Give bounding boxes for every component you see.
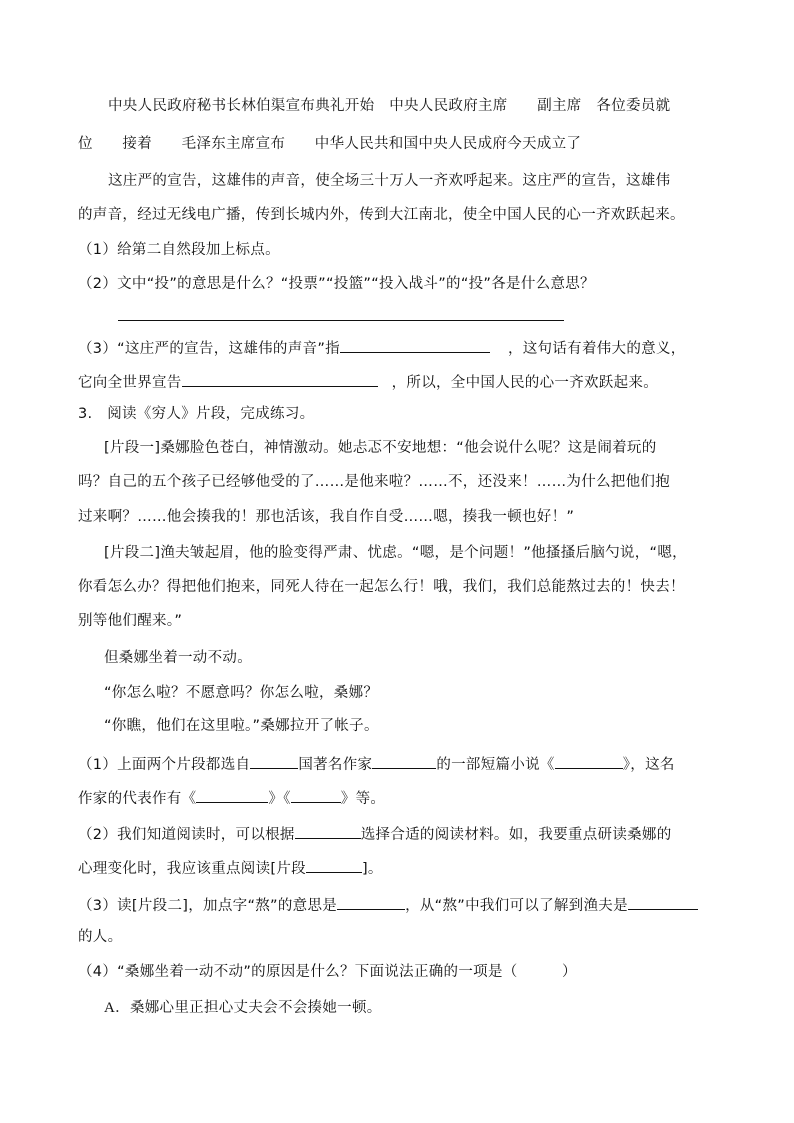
- fill-blank[interactable]: [295, 822, 361, 839]
- question-1: （1）给第二自然段加上标点。: [78, 242, 280, 258]
- question-text: 它向全世界宣告: [78, 375, 182, 391]
- passage-line: “你怎么啦？不愿意吗？你怎么啦，桑娜？: [104, 685, 379, 701]
- question-s3-2-cont: [78, 856, 383, 879]
- question-text: 的一部短篇小说《: [436, 757, 555, 773]
- passage-line: 这庄严的宣告，这雄伟的声音，使全场三十万人一齐欢呼起来。这庄严的宣告，这雄伟: [108, 173, 671, 189]
- passage-line: 位 接着 毛泽东主席宣布 中华人民共和国中央人民成府今天成立了: [78, 136, 582, 152]
- passage-line: “你瞧，他们在这里啦。”桑娜拉开了帐子。: [104, 718, 379, 734]
- question-text: （3）“这庄严的宣告，这雄伟的声音”指: [78, 341, 340, 357]
- passage-line: 中央人民政府秘书长林伯渠宣布典礼开始 中央人民政府主席 副主席 各位委员就: [108, 98, 671, 114]
- fill-blank[interactable]: [555, 752, 623, 769]
- question-text: 》《: [268, 791, 291, 807]
- question-text: ，从“熬”中我们可以了解到渔夫是: [405, 898, 628, 914]
- fragment-line: [片段一]桑娜脸色苍白，神情激动。她忐忑不安地想：“他会说什么呢？这是闹着玩的: [104, 440, 657, 456]
- question-text: ]。: [361, 861, 383, 877]
- question-s3-1: [78, 752, 675, 775]
- question-text: （2）我们知道阅读时，可以根据: [78, 827, 295, 843]
- fragment-line: 过来啊？……他会揍我的！那也活该，我自作自受……嗯，揍我一顿也好！”: [78, 509, 575, 525]
- question-3-cont: [78, 370, 658, 393]
- fill-blank[interactable]: [291, 786, 341, 803]
- answer-line[interactable]: [118, 320, 564, 321]
- fill-blank[interactable]: [196, 786, 268, 803]
- question-text: 》，这名: [622, 757, 675, 773]
- option-text: ．桑娜心里正担心丈夫会不会揍她一顿。: [115, 1000, 382, 1016]
- question-text: （1）上面两个片段都选自: [78, 757, 251, 773]
- question-s3-3: [78, 893, 698, 916]
- fill-blank[interactable]: [306, 856, 362, 873]
- question-text: ，所以，全中国人民的心一齐欢跃起来。: [391, 375, 659, 391]
- question-s3-4: （4）“桑娜坐着一动不动”的原因是什么？下面说法正确的一项是（ ）: [78, 964, 577, 980]
- option-letter: A: [104, 1000, 116, 1016]
- question-text: ，这句话有着伟大的意义，: [507, 341, 686, 357]
- question-3: [78, 336, 686, 359]
- question-2: （2）文中“投”的意思是什么？“投票”“投篮”“投入战斗”的“投”各是什么意思？: [78, 276, 595, 292]
- fragment-line: 吗？自己的五个孩子已经够他受的了……是他来啦？……不，还没来！……为什么把他们抱: [78, 474, 670, 490]
- section-heading: 3. 阅读《穷人》片段，完成练习。: [78, 406, 315, 422]
- fill-blank[interactable]: [372, 752, 436, 769]
- fragment-line: 你看怎么办？得把他们抱来，同死人待在一起怎么行！哦，我们，我们总能熬过去的！快去！: [78, 579, 685, 595]
- fill-blank[interactable]: [250, 752, 298, 769]
- question-s3-3-cont: 的人。: [78, 929, 123, 945]
- passage-line: 但桑娜坐着一动不动。: [104, 650, 252, 666]
- question-text: 作家的代表作有《: [78, 791, 197, 807]
- option-a[interactable]: [104, 998, 382, 1018]
- fill-blank[interactable]: [340, 336, 490, 353]
- fragment-line: 别等他们醒来。”: [78, 613, 183, 629]
- fill-blank[interactable]: [337, 893, 405, 910]
- question-text: （3）读[片段二]，加点字“熬”的意思是: [78, 898, 338, 914]
- question-text: 选择合适的阅读材料。如，我要重点研读桑娜的: [360, 827, 672, 843]
- question-text: 心理变化时，我应该重点阅读[片段: [78, 861, 306, 877]
- fill-blank[interactable]: [628, 893, 698, 910]
- question-s3-2: [78, 822, 672, 845]
- question-text: 》等。: [340, 791, 386, 807]
- fragment-line: [片段二]渔夫皱起眉，他的脸变得严肃、忧虑。“嗯，是个问题！”他搔搔后脑勺说，“嗯，: [104, 545, 687, 561]
- question-text: 国著名作家: [298, 757, 373, 773]
- passage-line: 的声音，经过无线电广播，传到长城内外，传到大江南北，使全中国人民的心一齐欢跃起来。: [78, 207, 685, 223]
- fill-blank[interactable]: [182, 370, 378, 387]
- question-s3-1-cont: [78, 786, 385, 809]
